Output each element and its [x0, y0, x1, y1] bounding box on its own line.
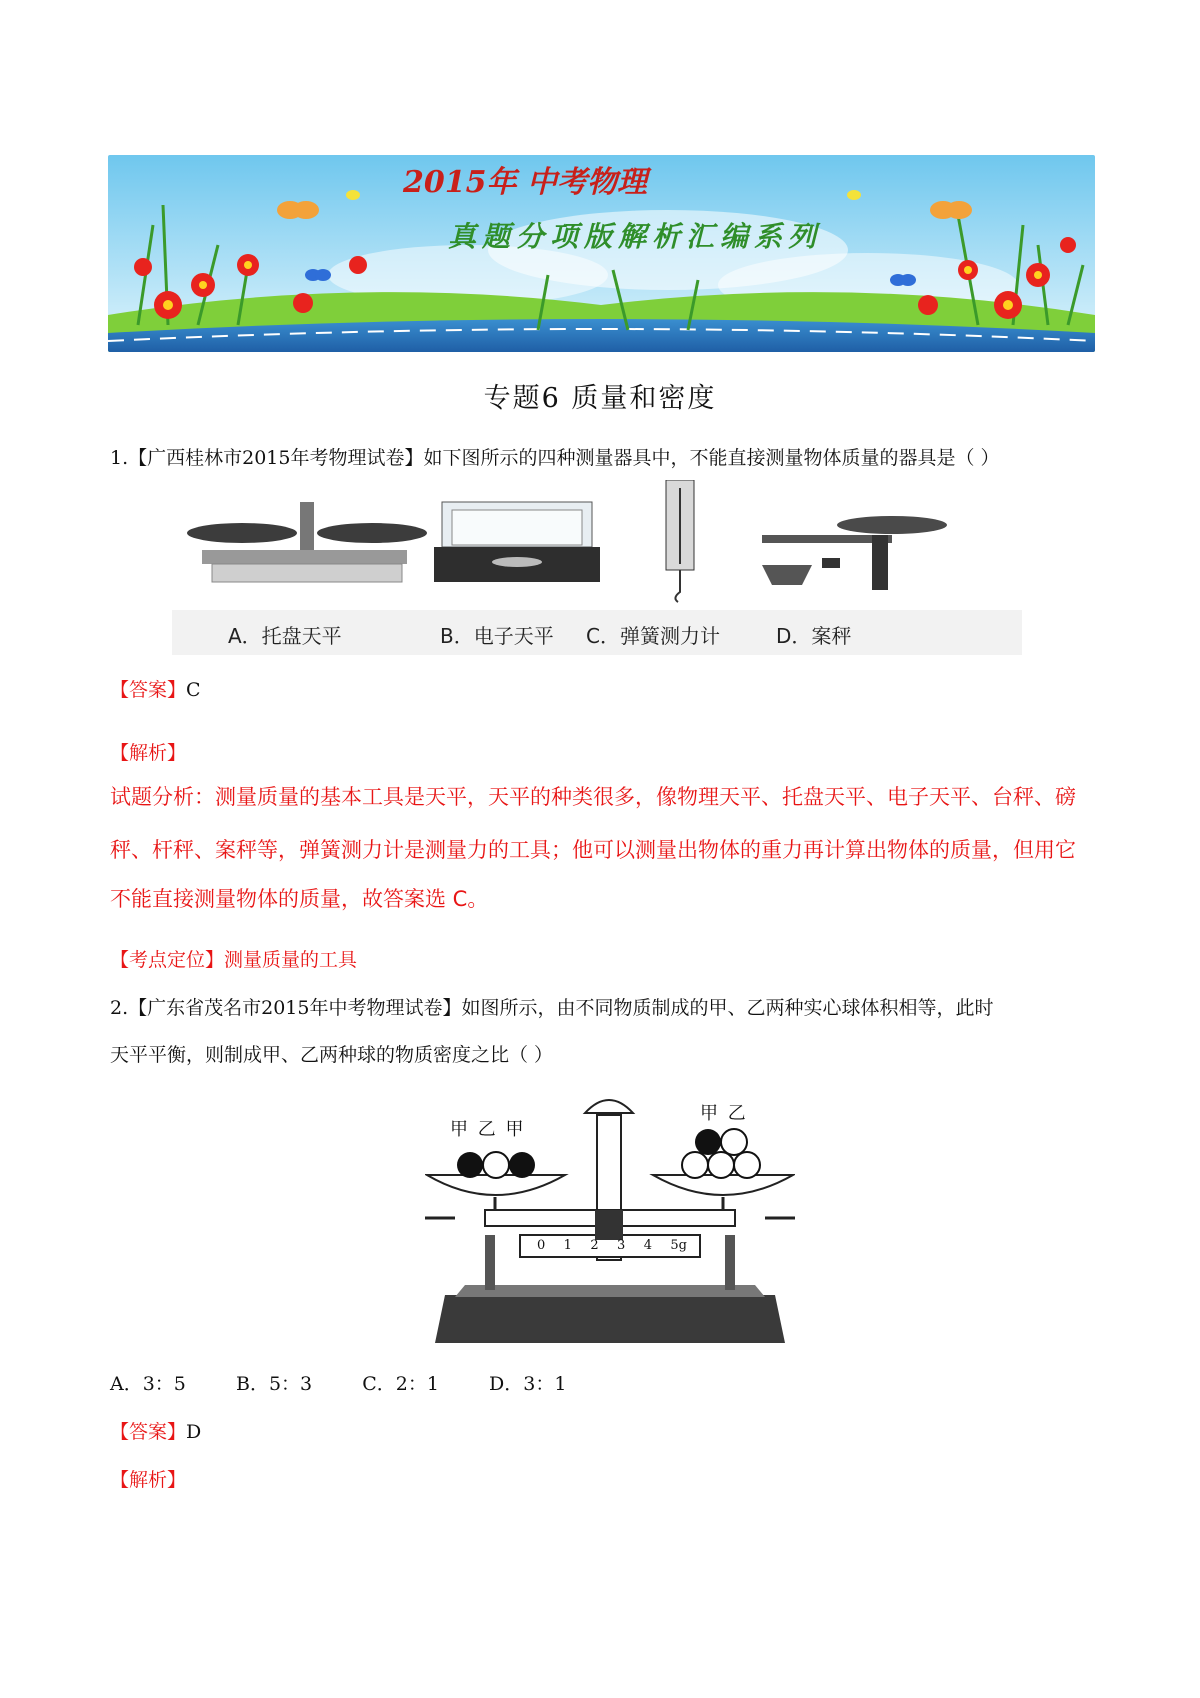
- banner-subtitle: 真题分项版解析汇编系列: [448, 220, 823, 253]
- answer-label: 【答案】: [110, 1421, 187, 1443]
- scale-tick-0: 0: [537, 1238, 546, 1253]
- question-2-figure: [425, 1085, 795, 1347]
- answer-label: 【答案】: [110, 679, 187, 701]
- question-2-stem-line-2: 天平平衡，则制成甲、乙两种球的物质密度之比（ ）: [110, 1044, 554, 1066]
- question-2-answer: [110, 1420, 201, 1444]
- option-c-caption: C．弹簧测力计: [586, 624, 720, 648]
- option-c: C．2：1: [362, 1373, 439, 1395]
- question-2-options: [110, 1372, 566, 1396]
- scale-tick-1: 1: [563, 1238, 572, 1253]
- option-d-caption: D．案秤: [776, 624, 852, 648]
- analysis-line-2: 秤、杆秤、案秤等，弹簧测力计是测量力的工具；他可以测量出物体的重力再计算出物体的质量，但用它: [110, 838, 1076, 862]
- scale-tick-5: 5g: [670, 1238, 687, 1253]
- scale-tick-3: 3: [617, 1238, 626, 1253]
- question-2-analysis-label: 【解析】: [110, 1469, 187, 1491]
- option-a: A．3：5: [110, 1373, 186, 1395]
- scale-tick-4: 4: [643, 1238, 652, 1253]
- analysis-line-1: 试题分析：测量质量的基本工具是天平，天平的种类很多，像物理天平、托盘天平、电子天平、台秤、磅: [110, 785, 1076, 809]
- header-banner: [108, 155, 1095, 352]
- question-1-figure: [172, 480, 1022, 655]
- beam-scale-labels: [537, 1238, 687, 1253]
- question-1-knowledge-point: [110, 948, 357, 972]
- question-2-stem-line-1: 2.【广东省茂名市2015年中考物理试卷】如图所示，由不同物质制成的甲、乙两种实心球体积相等，此时: [110, 997, 994, 1019]
- answer-value: D: [186, 1421, 202, 1443]
- option-d: D．3：1: [489, 1373, 567, 1395]
- question-1-stem: 1.【广西桂林市2015年考物理试卷】如下图所示的四种测量器具中，不能直接测量物体质量的器具是（ ）: [110, 447, 1000, 469]
- analysis-line-3: 不能直接测量物体的质量，故答案选 C。: [110, 887, 489, 911]
- left-pan-label: 甲 乙 甲: [450, 1119, 526, 1140]
- question-1-answer: [110, 678, 201, 702]
- option-b-caption: B．电子天平: [440, 624, 554, 648]
- page-title: 专题6 质量和密度: [483, 383, 717, 414]
- option-a-caption: A．托盘天平: [228, 624, 342, 648]
- banner-title: 2015年 中考物理: [403, 165, 647, 200]
- option-b: B．5：3: [236, 1373, 313, 1395]
- knowledge-point-value: 测量质量的工具: [224, 949, 358, 971]
- question-1-analysis-label: 【解析】: [110, 742, 187, 764]
- scale-tick-2: 2: [590, 1238, 599, 1253]
- knowledge-point-label: 【考点定位】: [110, 949, 225, 971]
- answer-value: C: [186, 679, 201, 701]
- right-pan-label: 甲 乙: [700, 1103, 748, 1124]
